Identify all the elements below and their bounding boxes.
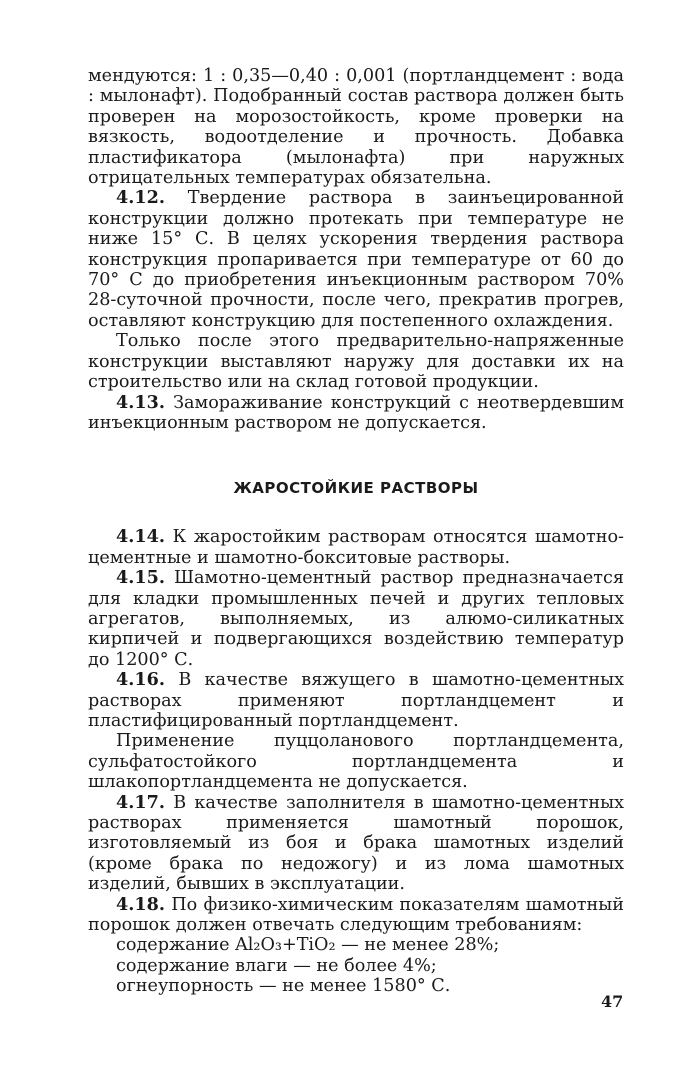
paragraph-unnumbered-2: Применение пуццоланового портландцемента, сульфатостойкого портландцемента и шлакопортландцемента не допускается. — [88, 731, 624, 793]
paragraph-4-17: 4.17. В качестве заполнителя в шамотно-цементных растворах применяется шамотный порошок, изготовляемый из боя и брака шамотных изделий (кроме брака по недожогу) и из лома шамотных изделий, бывших в эксплуатации. — [88, 791, 624, 895]
paragraph-4-13: 4.13. Замораживание конструкций с неотвердевшим инъекционным раствором не допускается. — [88, 391, 625, 433]
requirement-item: содержание влаги — не более 4%; — [116, 955, 437, 976]
paragraph-4-14: 4.14. К жаростойким растворам относятся шамотно-цементные и шамотно-бокситовые растворы. — [88, 526, 624, 568]
section-heading: ЖАРОСТОЙКИЕ РАСТВОРЫ — [233, 479, 479, 498]
paragraph-continuation: мендуются: 1 : 0,35—0,40 : 0,001 (портландцемент : вода : мылонафт). Подобранный состав раствора должен быть проверен на морозостойкость, кроме проверки на вязкость, водоотделение и прочность. Добавка пластификатора (мылонафта) при наружных отрицательных температурах обязательна. — [88, 66, 624, 189]
paragraph-unnumbered-1: Только после этого предварительно-напряженные конструкции выставляют наружу для доставки их на строительство или на склад готовой продукции. — [88, 331, 624, 393]
requirement-item: огнеупорность — не менее 1580° С. — [116, 976, 451, 997]
requirement-item: содержание Al₂O₃+TiO₂ — не менее 28%; — [116, 935, 500, 956]
page-number: 47 — [601, 992, 624, 1011]
paragraph-4-18: 4.18. По физико-химическим показателям шамотный порошок должен отвечать следующим требованиям: — [88, 893, 624, 936]
paragraph-4-12: 4.12. Твердение раствора в заинъецированной конструкции должно протекать при температуре не ниже 15° С. В целях ускорения твердения раствора конструкция пропаривается при температуре от 60 до 70° С до приобретения инъекционным раствором 70% 28-суточной прочности, после чего, прекратив прогрев, оставляют конструкцию для постепенного охлаждения. — [88, 187, 625, 331]
paragraph-4-15: 4.15. Шамотно-цементный раствор предназначается для кладки промышленных печей и других тепловых агрегатов, выполняемых, из алюмо-силикатных кирпичей и подвергающихся воздействию температур до 1200° С. — [88, 567, 624, 670]
paragraph-4-16: 4.16. В качестве вяжущего в шамотно-цементных растворах применяют портландцемент и пластифицированный портландцемент. — [88, 669, 625, 731]
page-body — [88, 66, 624, 997]
